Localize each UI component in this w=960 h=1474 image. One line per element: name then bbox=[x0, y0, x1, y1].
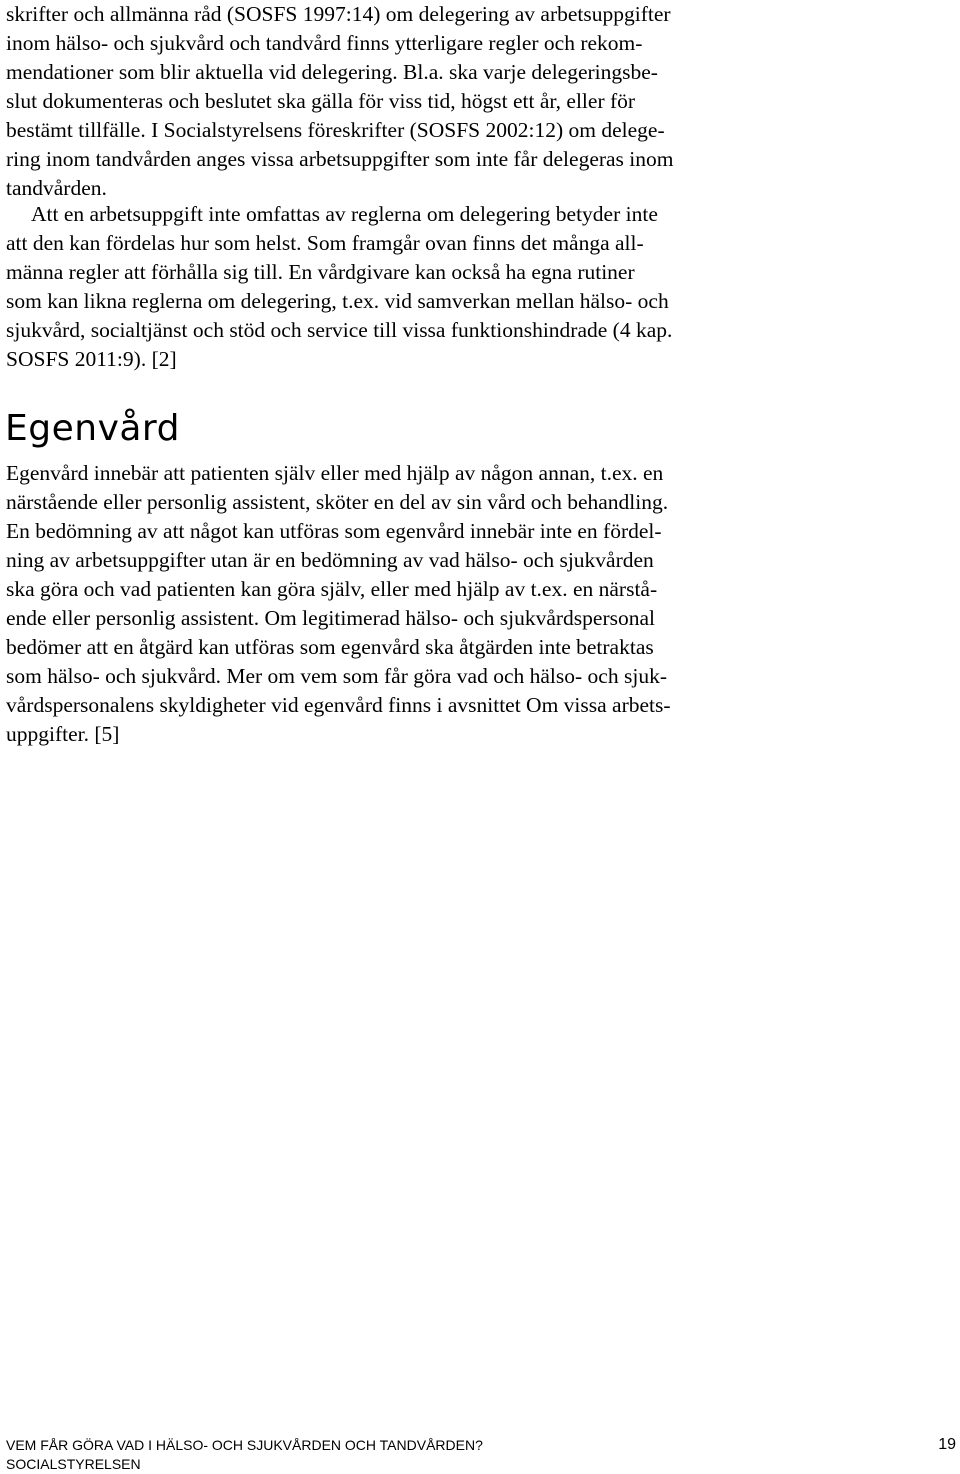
text-line: tandvården. bbox=[6, 176, 107, 200]
text-line: vårdspersonalens skyldigheter vid egenvård finns i avsnittet Om vissa arbets- bbox=[6, 693, 671, 717]
text-line: bestämt tillfälle. I Socialstyrelsens föreskrifter (SOSFS 2002:12) om delege- bbox=[6, 118, 665, 142]
text-line: mendationer som blir aktuella vid delegering. Bl.a. ska varje delegeringsbe- bbox=[6, 60, 658, 84]
text-line: En bedömning av att något kan utföras som egenvård innebär inte en fördel- bbox=[6, 519, 662, 543]
text-line: att den kan fördelas hur som helst. Som framgår ovan finns det många all- bbox=[6, 231, 644, 255]
text-line: sjukvård, socialtjänst och stöd och service till vissa funktionshindrade (4 kap. bbox=[6, 318, 673, 342]
paragraph-delegation-regulations bbox=[6, 0, 766, 203]
section-heading-egenvard: Egenvård bbox=[5, 408, 180, 449]
text-line: ring inom tandvården anges vissa arbetsuppgifter som inte får delegeras inom bbox=[6, 147, 674, 171]
footer-document-title: VEM FÅR GÖRA VAD I HÄLSO- OCH SJUKVÅRDEN OCH TANDVÅRDEN? bbox=[6, 1437, 483, 1453]
text-line: Att en arbetsuppgift inte omfattas av reglerna om delegering betyder inte bbox=[31, 202, 658, 226]
text-line: SOSFS 2011:9). [2] bbox=[6, 347, 177, 371]
text-line: som kan likna reglerna om delegering, t.ex. vid samverkan mellan hälso- och bbox=[6, 289, 669, 313]
text-line: ska göra och vad patienten kan göra själv, eller med hjälp av t.ex. en närstå- bbox=[6, 577, 658, 601]
footer-page-number: 19 bbox=[938, 1436, 956, 1453]
text-line: närstående eller personlig assistent, sköter en del av sin vård och behandling. bbox=[6, 490, 669, 514]
text-line: ende eller personlig assistent. Om legitimerad hälso- och sjukvårdspersonal bbox=[6, 606, 656, 630]
text-line: männa regler att förhålla sig till. En vårdgivare kan också ha egna rutiner bbox=[6, 260, 635, 284]
footer-publisher: SOCIALSTYRELSEN bbox=[6, 1456, 141, 1472]
text-line: ning av arbetsuppgifter utan är en bedömning av vad hälso- och sjukvården bbox=[6, 548, 654, 572]
text-line: Egenvård innebär att patienten själv eller med hjälp av någon annan, t.ex. en bbox=[6, 461, 664, 485]
paragraph-egenvard bbox=[6, 459, 766, 749]
text-line: skrifter och allmänna råd (SOSFS 1997:14) om delegering av arbetsuppgifter bbox=[6, 2, 671, 26]
text-line: som hälso- och sjukvård. Mer om vem som får göra vad och hälso- och sjuk- bbox=[6, 664, 667, 688]
text-line: inom hälso- och sjukvård och tandvård finns ytterligare regler och rekom- bbox=[6, 31, 643, 55]
paragraph-task-distribution bbox=[6, 200, 766, 374]
text-line: uppgifter. [5] bbox=[6, 722, 120, 746]
text-line: bedömer att en åtgärd kan utföras som egenvård ska åtgärden inte betraktas bbox=[6, 635, 654, 659]
text-line: slut dokumenteras och beslutet ska gälla för viss tid, högst ett år, eller för bbox=[6, 89, 636, 113]
